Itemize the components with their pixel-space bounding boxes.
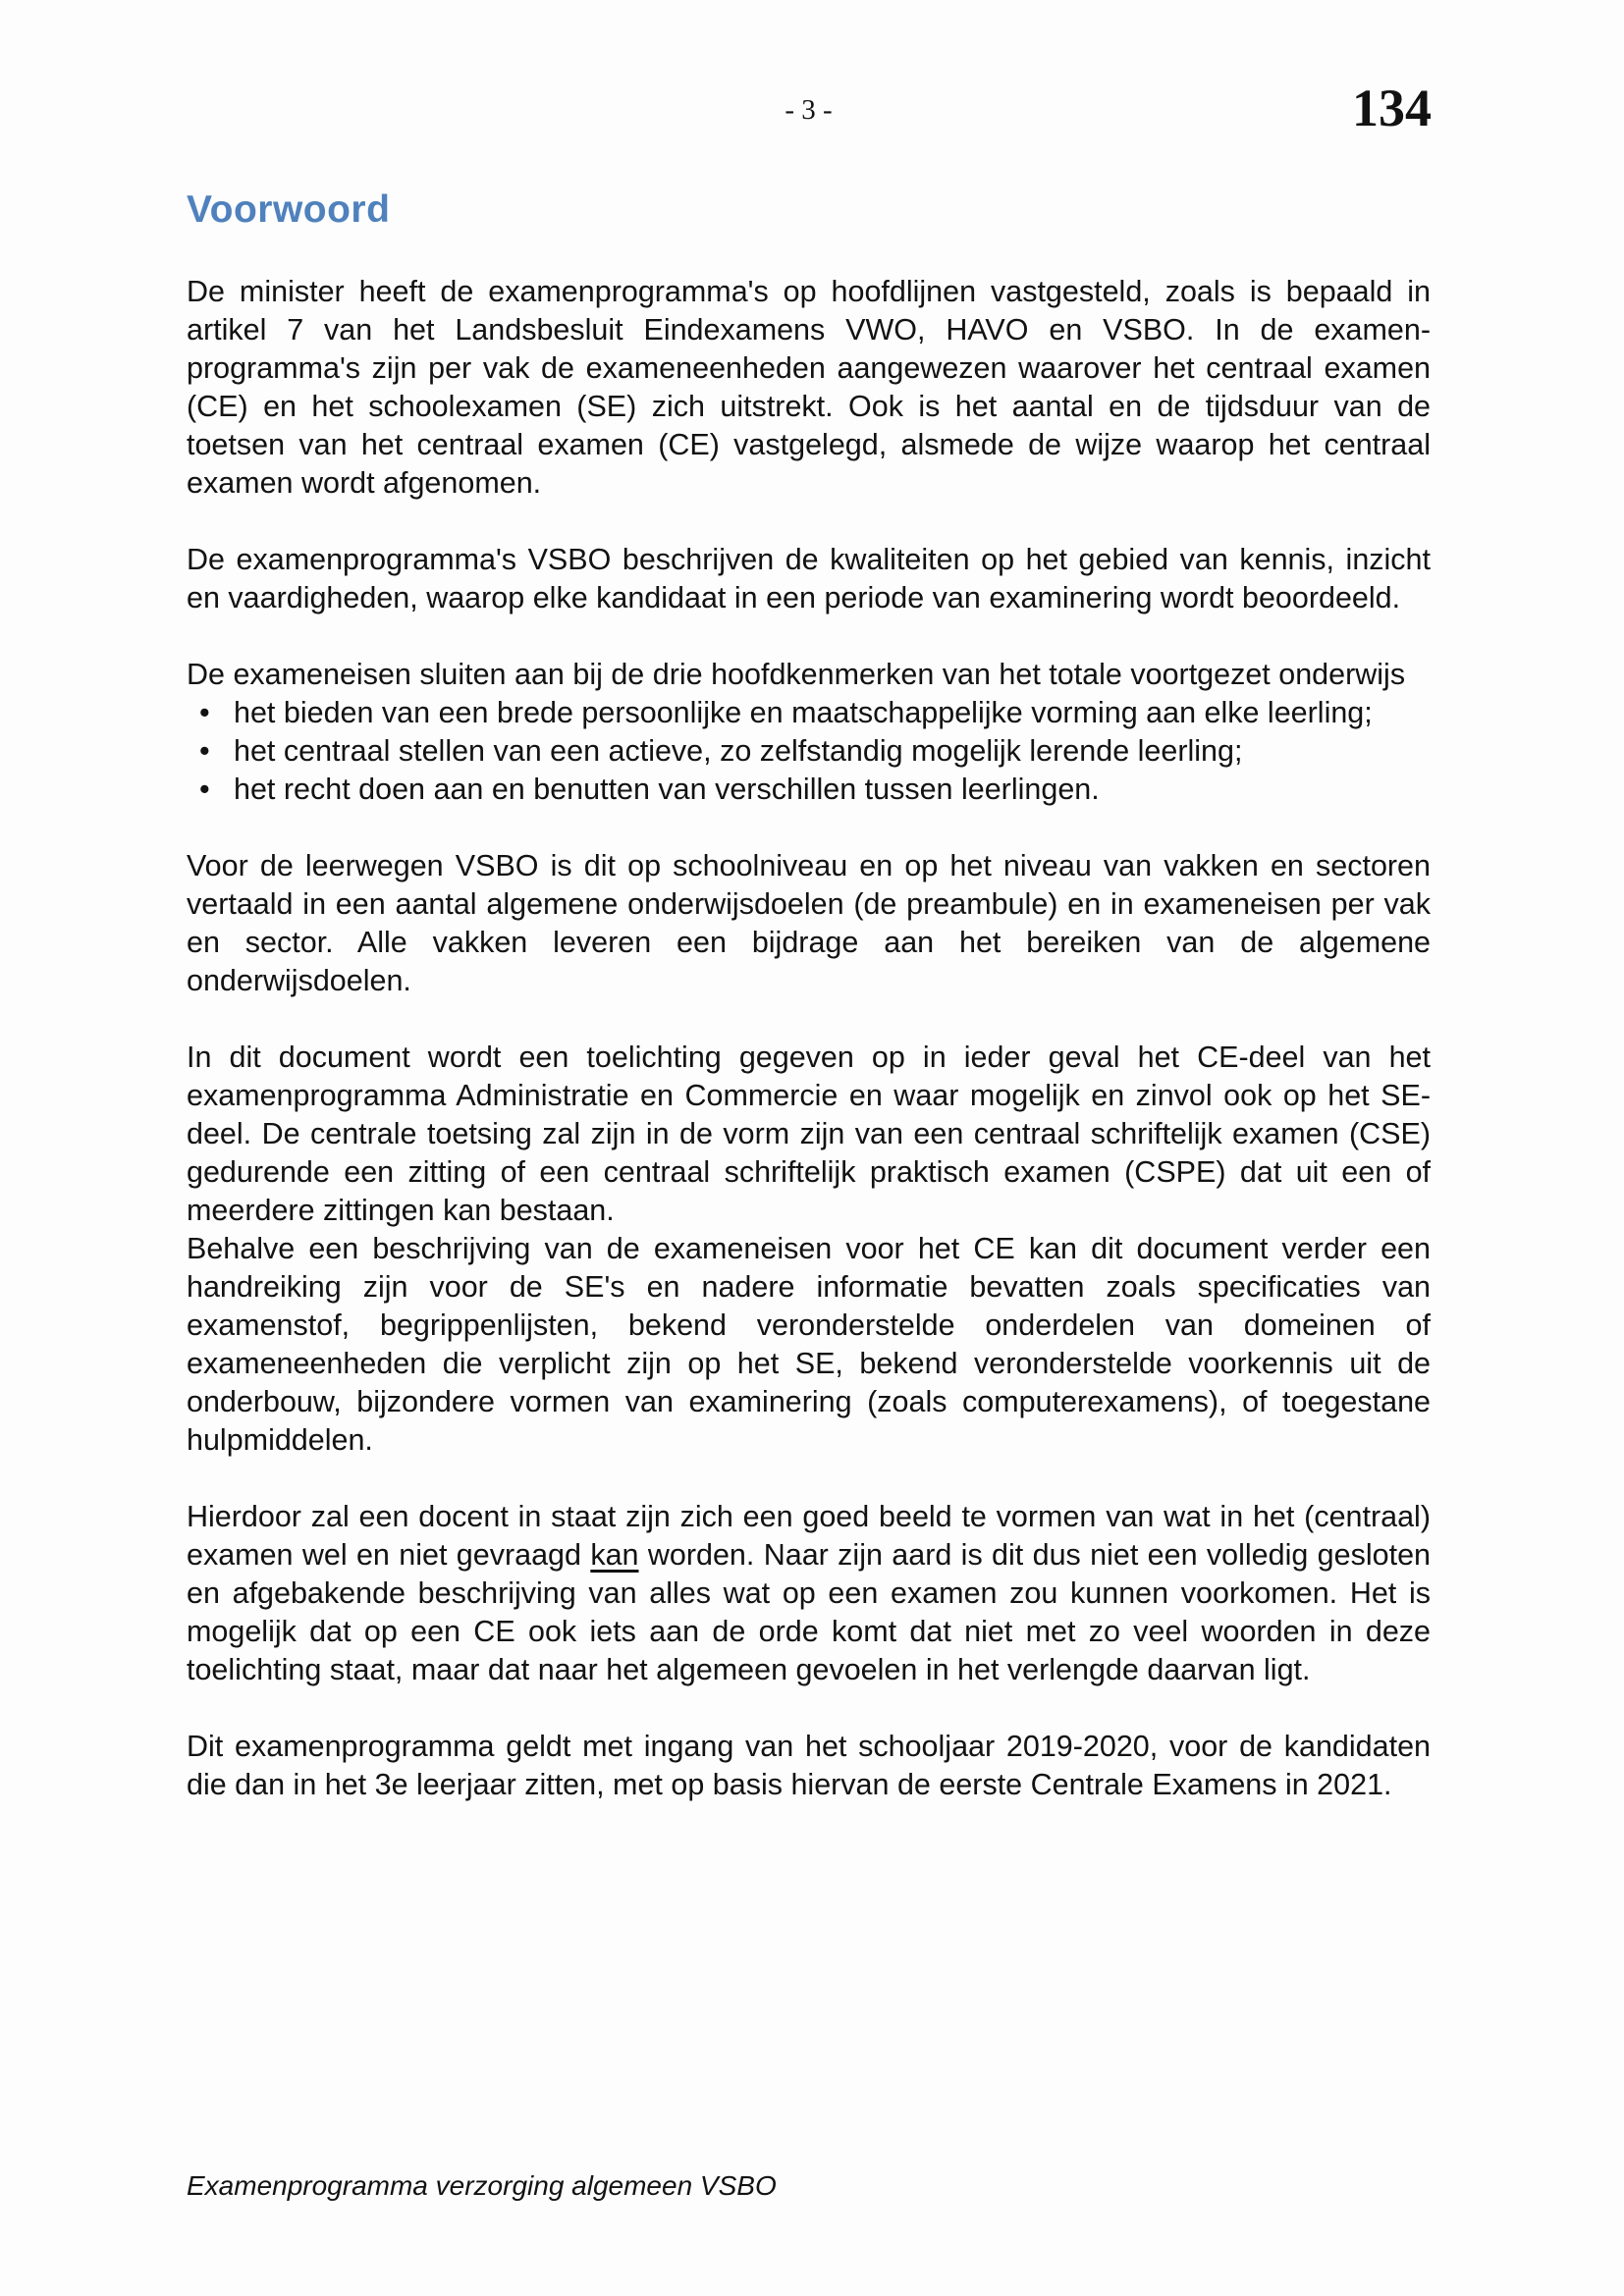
page-number: - 3 - bbox=[785, 94, 833, 126]
document-body bbox=[187, 273, 1431, 1842]
paragraph-3-intro: De exameneisen sluiten aan bij de drie hoofdkenmerken van het totale voortgezet onderwijs bbox=[187, 658, 1406, 691]
list-item-text: het recht doen aan en benutten van verschillen tussen leerlingen. bbox=[234, 773, 1100, 806]
paragraph-7-underlined-word: kan bbox=[590, 1538, 639, 1572]
paragraph-1: De minister heeft de examenprogramma's op hoofdlijnen vastgesteld, zoals is bepaald in artikel 7 van het Landsbesluit Eindexamens VWO, HAVO en VSBO. In de examen-programma's zijn per vak de exameneenheden aangewezen waarover het centraal examen (CE) en het schoolexamen (SE) zich uitstrekt. Ook is het aantal en de tijdsduur van de toetsen van het centraal examen (CE) vastgelegd, alsmede de wijze waarop het centraal examen wordt afgenomen. bbox=[187, 275, 1431, 500]
list-item-text: het centraal stellen van een actieve, zo zelfstandig mogelijk lerende leerling; bbox=[234, 734, 1243, 768]
corner-page-number: 134 bbox=[1352, 79, 1432, 137]
paragraph-4: Voor de leerwegen VSBO is dit op schoolniveau en op het niveau van vakken en sectoren vertaald in een aantal algemene onderwijsdoelen (de preambule) en in exameneisen per vak en sector. Alle vakken leveren een bijdrage aan het bereiken van de algemene onderwijsdoelen. bbox=[187, 849, 1431, 997]
paragraph-2: De examenprogramma's VSBO beschrijven de kwaliteiten op het gebied van kennis, inzicht en vaardigheden, waarop elke kandidaat in een periode van examinering wordt beoordeeld. bbox=[187, 543, 1431, 614]
bullet-icon: • bbox=[199, 773, 210, 806]
bullet-list bbox=[187, 694, 1431, 809]
list-item bbox=[187, 732, 1431, 771]
list-item bbox=[187, 771, 1431, 809]
paragraph-8: Dit examenprogramma geldt met ingang van het schooljaar 2019-2020, voor de kandidaten die dan in het 3e leerjaar zitten, met op basis hiervan de eerste Centrale Examens in 2021. bbox=[187, 1730, 1431, 1801]
bullet-icon: • bbox=[199, 696, 210, 729]
paragraph-6: Behalve een beschrijving van de exameneisen voor het CE kan dit document verder een handreiking zijn voor de SE's en nadere informatie bevatten zoals specificaties van examenstof, begrippenlijsten, bekend veronderstelde onderdelen van domeinen of exameneenheden die verplicht zijn op het SE, bekend veronderstelde voorkennis uit de onderbouw, bijzondere vormen van examinering (zoals computerexamens), of toegestane hulpmiddelen. bbox=[187, 1232, 1431, 1457]
list-item bbox=[187, 694, 1431, 732]
paragraph-7 bbox=[187, 1498, 1431, 1689]
footer-text: Examenprogramma verzorging algemeen VSBO bbox=[187, 2170, 777, 2201]
list-item-text: het bieden van een brede persoonlijke en maatschappelijke vorming aan elke leerling; bbox=[234, 696, 1373, 729]
section-heading: Voorwoord bbox=[187, 188, 391, 231]
paragraph-7-pre: Hierdoor zal een docent in staat zijn zich een goed beeld te vormen van wat in het (centraal) examen wel en niet gevraagd bbox=[187, 1500, 1431, 1572]
bullet-icon: • bbox=[199, 734, 210, 768]
paragraph-5: In dit document wordt een toelichting gegeven op in ieder geval het CE-deel van het examenprogramma Administratie en Commercie en waar mogelijk en zinvol ook op het SE-deel. De centrale toetsing zal zijn in de vorm zijn van een centraal schriftelijk examen (CSE) gedurende een zitting of een centraal schriftelijk praktisch examen (CSPE) dat uit een of meerdere zittingen kan bestaan. bbox=[187, 1041, 1431, 1227]
paragraph-7-post: worden. Naar zijn aard is dit dus niet een volledig gesloten en afgebakende beschrijving van alles wat op een examen zou kunnen voorkomen. Het is mogelijk dat op een CE ook iets aan de orde komt dat niet met zo veel woorden in deze toelichting staat, maar dat naar het algemeen gevoelen in het verlengde daarvan ligt. bbox=[187, 1538, 1431, 1686]
